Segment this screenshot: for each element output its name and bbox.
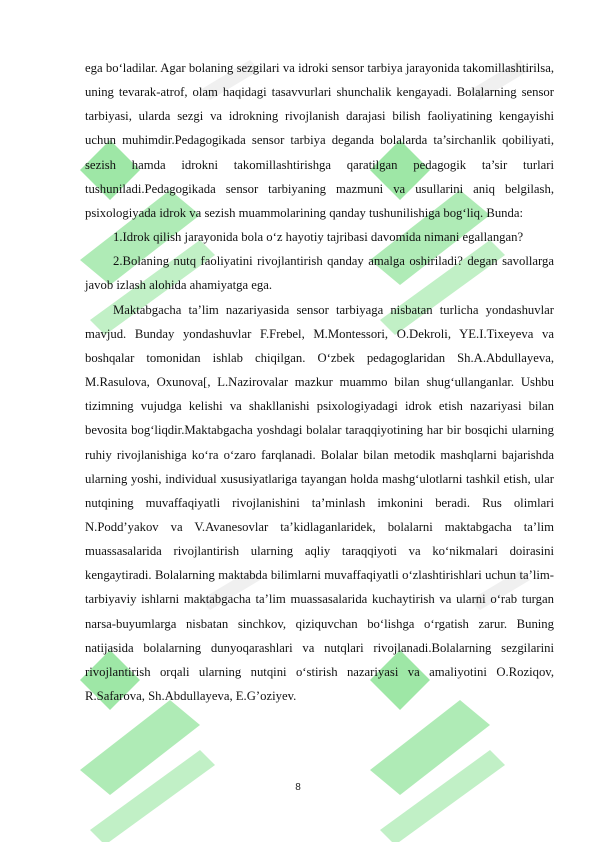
paragraph-3: 2.Bolaning nutq faoliyatini rivojlantirish qanday amalga oshiriladi? degan savollarga javob izlash alohida ahamiyatga ega. bbox=[85, 254, 554, 293]
paragraph-4: Maktabgacha ta’lim nazariyasida sensor tarbiyaga nisbatan turlicha yondashuvlar mavjud. Bunday yondashuvlar F.Frebel, M.Montessori, O.Dekroli, YE.I.Tixeyeva va boshqalar tomonidan ishlab chiqilgan. O‘zbek pedagoglaridan Sh.A.Abdullayeva, M.Rasulova, Oxunova[, L.Nazirovalar mazkur muammo bilan shug‘ullanganlar. Ushbu tizimning vujudga kelishi va shakllanishi psixologiyadagi idrok etish nazariyasi bilan bevosita bog‘liqdir.Maktabgacha yoshdagi bolalar taraqqiyotining har bir bosqichi ularning ruhiy rivojlanishiga ko‘ra o‘zaro farqlanadi. Bolalar bilan metodik mashqlarni bajarishda ularning yoshi, individual xususiyatlariga tayangan holda mashg‘ulotlarni tashkil etish, ular nutqining muvaffaqiyatli rivojlanishini ta’minlash imkonini beradi. Rus olimlari N.Podd’yakov va V.Avanesovlar ta’kidlaganlaridek, bolalarni maktabgacha ta’lim muassasalarida rivojlantirish ularning aqliy taraqqiyoti va ko‘nikmalari doirasini kengaytiradi. Bolalarning maktabda bilimlarni muvaffaqiyatli o‘zlashtirishlari uchun ta’lim- tarbiyaviy ishlarni maktabgacha ta’lim muassasalarida kuchaytirish va ularni o‘rab turgan narsa-buyumlarga nisbatan sinchkov, qiziquvchan bo‘lishga o‘rgatish zarur. Buning natijasida bolalarning dunyoqarashlari va nutqlari rivojlanadi.Bolalarning sezgilarini rivojlantirish orqali ularning nutqini o‘stirish nazariyasi va amaliyotini O.Roziqov, R.Safarova, Sh.Abdullayeva, E.G’oziyev. bbox=[85, 302, 554, 704]
paragraph-2: 1.Idrok qilish jarayonida bola o‘z hayotiy tajribasi davomida nimani egallangan? bbox=[113, 230, 524, 245]
document-body bbox=[85, 56, 554, 708]
paragraph-1: ega bo‘ladilar. Agar bolaning sezgilari va idroki sensor tarbiya jarayonida takomillashtirilsa, uning tevarak-atrof, olam haqidagi tasavvurlari shunchalik kengayadi. Bolalarning sensor tarbiyasi, ularda sezgi va idrokning rivojlanish darajasi bilish faoliyatining kengayishi uchun muhimdir.Pedagogikada sensor tarbiya deganda bolalarda ta’sirchanlik qobiliyati, sezish hamda idrokni takomillashtirishga qaratilgan pedagogik ta’sir turlari tushuniladi.Pedagogikada sensor tarbiyaning mazmuni va usullarini aniq belgilash, psixologiyada idrok va sezish muammolarining qanday tushunilishiga bog‘liq. Bunda: bbox=[85, 61, 554, 220]
page-number: 8 bbox=[295, 782, 301, 793]
